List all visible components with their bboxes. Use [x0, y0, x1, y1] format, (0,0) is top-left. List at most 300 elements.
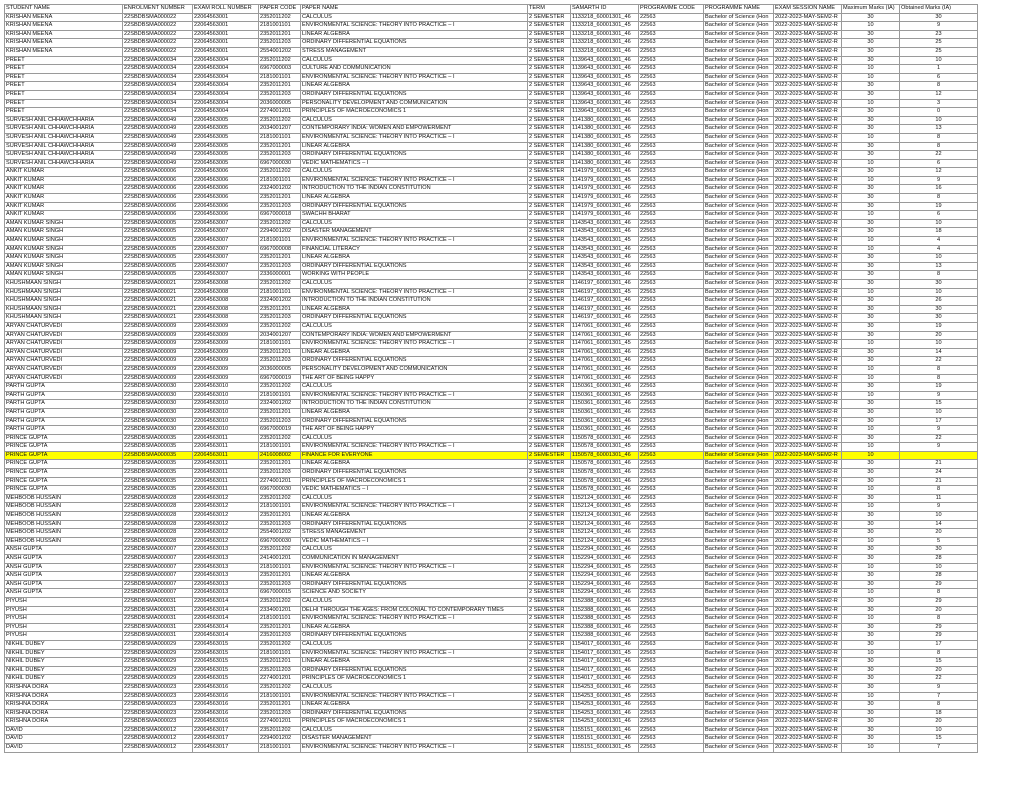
cell-paper-code: 2416008002	[259, 451, 301, 460]
cell-enrolment-number: 22SBDBSMA000021	[123, 314, 193, 323]
cell-samarth-id: 1152294_60001301_46	[571, 546, 639, 555]
cell-term: 2 SEMESTER	[528, 735, 571, 744]
cell-term: 2 SEMESTER	[528, 546, 571, 555]
cell-programme-name: Bachelor of Science (Hon	[704, 512, 774, 521]
cell-enrolment-number: 22SBDBSMA000007	[123, 563, 193, 572]
cell-paper-code: 2181001101	[259, 391, 301, 400]
cell-exam-session-name: 2022-2023-MAY-SEM2-R	[774, 116, 842, 125]
cell-max-marks: 10	[842, 73, 900, 82]
cell-student-name: AMAN KUMAR SINGH	[5, 254, 123, 263]
cell-paper-name: ORDINARY DIFFERENTIAL EQUATIONS	[301, 202, 528, 211]
table-row	[5, 271, 978, 280]
cell-exam-roll-number: 22064563016	[193, 692, 259, 701]
cell-paper-name: ENVIRONMENTAL SCIENCE: THEORY INTO PRACTICE – I	[301, 288, 528, 297]
cell-enrolment-number: 22SBDBSMA000005	[123, 254, 193, 263]
cell-exam-session-name: 2022-2023-MAY-SEM2-R	[774, 39, 842, 48]
cell-exam-roll-number: 22064563014	[193, 615, 259, 624]
cell-enrolment-number: 22SBDBSMA000049	[123, 151, 193, 160]
cell-obtained-marks: 30	[900, 280, 978, 289]
cell-paper-name: DISASTER MANAGEMENT	[301, 228, 528, 237]
table-row	[5, 65, 978, 74]
table-row	[5, 666, 978, 675]
cell-obtained-marks: 10	[900, 56, 978, 65]
cell-samarth-id: 1141979_60001301_45	[571, 176, 639, 185]
cell-samarth-id: 1139643_60001301_45	[571, 73, 639, 82]
cell-enrolment-number: 22SBDBSMA000021	[123, 280, 193, 289]
cell-max-marks: 10	[842, 211, 900, 220]
table-row	[5, 383, 978, 392]
cell-enrolment-number: 22SBDBSMA000034	[123, 108, 193, 117]
cell-samarth-id: 1139643_60001301_46	[571, 56, 639, 65]
cell-exam-session-name: 2022-2023-MAY-SEM2-R	[774, 194, 842, 203]
cell-exam-session-name: 2022-2023-MAY-SEM2-R	[774, 168, 842, 177]
cell-obtained-marks: 25	[900, 39, 978, 48]
cell-paper-code: 2324001202	[259, 297, 301, 306]
cell-exam-session-name: 2022-2023-MAY-SEM2-R	[774, 133, 842, 142]
cell-exam-session-name: 2022-2023-MAY-SEM2-R	[774, 357, 842, 366]
cell-samarth-id: 1143543_60001301_46	[571, 219, 639, 228]
cell-programme-code: 22563	[639, 726, 704, 735]
cell-enrolment-number: 22SBDBSMA000006	[123, 168, 193, 177]
cell-enrolment-number: 22SBDBSMA000005	[123, 237, 193, 246]
cell-obtained-marks: 18	[900, 228, 978, 237]
cell-samarth-id: 1139643_60001301_46	[571, 108, 639, 117]
cell-term: 2 SEMESTER	[528, 348, 571, 357]
cell-exam-roll-number: 22064563017	[193, 726, 259, 735]
cell-paper-name: ORDINARY DIFFERENTIAL EQUATIONS	[301, 580, 528, 589]
cell-enrolment-number: 22SBDBSMA000007	[123, 589, 193, 598]
cell-programme-name: Bachelor of Science (Hon	[704, 82, 774, 91]
cell-programme-code: 22563	[639, 683, 704, 692]
cell-paper-code: 6967000008	[259, 245, 301, 254]
cell-max-marks: 30	[842, 555, 900, 564]
cell-enrolment-number: 22SBDBSMA000009	[123, 331, 193, 340]
cell-paper-name: ENVIRONMENTAL SCIENCE: THEORY INTO PRACTICE – I	[301, 649, 528, 658]
cell-programme-code: 22563	[639, 288, 704, 297]
cell-programme-name: Bachelor of Science (Hon	[704, 683, 774, 692]
cell-paper-name: PERSONALITY DEVELOPMENT AND COMMUNICATION	[301, 99, 528, 108]
cell-programme-code: 22563	[639, 675, 704, 684]
cell-term: 2 SEMESTER	[528, 426, 571, 435]
cell-obtained-marks: 23	[900, 30, 978, 39]
cell-paper-code: 2274001201	[259, 108, 301, 117]
cell-exam-session-name: 2022-2023-MAY-SEM2-R	[774, 280, 842, 289]
cell-programme-code: 22563	[639, 597, 704, 606]
cell-samarth-id: 1150578_60001301_46	[571, 434, 639, 443]
cell-programme-code: 22563	[639, 305, 704, 314]
table-row	[5, 486, 978, 495]
cell-exam-roll-number: 22064563004	[193, 65, 259, 74]
cell-samarth-id: 1141380_60001301_46	[571, 116, 639, 125]
cell-paper-name: ENVIRONMENTAL SCIENCE: THEORY INTO PRACTICE – I	[301, 692, 528, 701]
cell-obtained-marks: 30	[900, 305, 978, 314]
cell-programme-name: Bachelor of Science (Hon	[704, 125, 774, 134]
cell-exam-session-name: 2022-2023-MAY-SEM2-R	[774, 176, 842, 185]
cell-obtained-marks: 15	[900, 400, 978, 409]
cell-term: 2 SEMESTER	[528, 460, 571, 469]
cell-programme-code: 22563	[639, 623, 704, 632]
cell-paper-code: 2181001101	[259, 615, 301, 624]
cell-samarth-id: 1133218_60001301_45	[571, 22, 639, 31]
cell-student-name: ARYAN CHATURVEDI	[5, 374, 123, 383]
cell-student-name: AMAN KUMAR SINGH	[5, 237, 123, 246]
cell-programme-name: Bachelor of Science (Hon	[704, 159, 774, 168]
cell-samarth-id: 1147061_60001301_46	[571, 331, 639, 340]
cell-max-marks: 10	[842, 99, 900, 108]
cell-term: 2 SEMESTER	[528, 219, 571, 228]
cell-obtained-marks: 9	[900, 391, 978, 400]
cell-term: 2 SEMESTER	[528, 73, 571, 82]
cell-term: 2 SEMESTER	[528, 271, 571, 280]
cell-student-name: MEHBOOB HUSSAIN	[5, 503, 123, 512]
cell-student-name: SURVESH ANIL CHHAWCHHARIA	[5, 142, 123, 151]
cell-samarth-id: 1147061_60001301_46	[571, 365, 639, 374]
cell-samarth-id: 1147061_60001301_46	[571, 357, 639, 366]
table-row	[5, 417, 978, 426]
cell-max-marks: 30	[842, 357, 900, 366]
cell-student-name: ANKIT KUMAR	[5, 194, 123, 203]
cell-exam-roll-number: 22064563008	[193, 305, 259, 314]
cell-programme-name: Bachelor of Science (Hon	[704, 39, 774, 48]
cell-exam-session-name: 2022-2023-MAY-SEM2-R	[774, 744, 842, 753]
cell-programme-code: 22563	[639, 254, 704, 263]
cell-exam-session-name: 2022-2023-MAY-SEM2-R	[774, 494, 842, 503]
cell-samarth-id: 1133218_60001301_46	[571, 39, 639, 48]
cell-paper-name: CALCULUS	[301, 546, 528, 555]
cell-paper-code: 2181001101	[259, 288, 301, 297]
cell-programme-code: 22563	[639, 357, 704, 366]
cell-obtained-marks: 22	[900, 434, 978, 443]
cell-programme-name: Bachelor of Science (Hon	[704, 529, 774, 538]
cell-exam-session-name: 2022-2023-MAY-SEM2-R	[774, 408, 842, 417]
cell-term: 2 SEMESTER	[528, 632, 571, 641]
cell-term: 2 SEMESTER	[528, 623, 571, 632]
cell-exam-session-name: 2022-2023-MAY-SEM2-R	[774, 563, 842, 572]
table-row	[5, 322, 978, 331]
cell-exam-session-name: 2022-2023-MAY-SEM2-R	[774, 211, 842, 220]
cell-paper-code: 2352011202	[259, 546, 301, 555]
table-row	[5, 469, 978, 478]
cell-term: 2 SEMESTER	[528, 39, 571, 48]
cell-programme-name: Bachelor of Science (Hon	[704, 417, 774, 426]
cell-exam-roll-number: 22064563004	[193, 56, 259, 65]
table-row	[5, 39, 978, 48]
cell-max-marks: 10	[842, 744, 900, 753]
table-row	[5, 99, 978, 108]
cell-paper-code: 2352011202	[259, 13, 301, 22]
cell-exam-roll-number: 22064563001	[193, 13, 259, 22]
cell-samarth-id: 1139643_60001301_46	[571, 82, 639, 91]
cell-programme-name: Bachelor of Science (Hon	[704, 65, 774, 74]
cell-programme-code: 22563	[639, 537, 704, 546]
cell-paper-name: CALCULUS	[301, 13, 528, 22]
cell-exam-roll-number: 22064563001	[193, 30, 259, 39]
cell-term: 2 SEMESTER	[528, 288, 571, 297]
cell-programme-name: Bachelor of Science (Hon	[704, 426, 774, 435]
cell-programme-name: Bachelor of Science (Hon	[704, 271, 774, 280]
cell-paper-name: CALCULUS	[301, 494, 528, 503]
cell-exam-session-name: 2022-2023-MAY-SEM2-R	[774, 537, 842, 546]
table-row	[5, 297, 978, 306]
cell-samarth-id: 1133218_60001301_46	[571, 13, 639, 22]
cell-programme-code: 22563	[639, 744, 704, 753]
cell-samarth-id: 1146197_60001301_45	[571, 288, 639, 297]
cell-student-name: PARTH GUPTA	[5, 408, 123, 417]
cell-exam-session-name: 2022-2023-MAY-SEM2-R	[774, 726, 842, 735]
cell-obtained-marks: 6	[900, 73, 978, 82]
header-cell-term: TERM	[528, 5, 571, 14]
cell-enrolment-number: 22SBDBSMA000031	[123, 632, 193, 641]
cell-exam-roll-number: 22064563010	[193, 426, 259, 435]
cell-obtained-marks: 16	[900, 185, 978, 194]
cell-student-name: PREET	[5, 108, 123, 117]
cell-student-name: AMAN KUMAR SINGH	[5, 262, 123, 271]
cell-exam-roll-number: 22064563006	[193, 202, 259, 211]
cell-obtained-marks: 7	[900, 692, 978, 701]
cell-paper-name: ENVIRONMENTAL SCIENCE: THEORY INTO PRACTICE – I	[301, 133, 528, 142]
cell-programme-name: Bachelor of Science (Hon	[704, 537, 774, 546]
cell-programme-code: 22563	[639, 65, 704, 74]
cell-max-marks: 10	[842, 486, 900, 495]
cell-exam-session-name: 2022-2023-MAY-SEM2-R	[774, 245, 842, 254]
cell-enrolment-number: 22SBDBSMA000009	[123, 348, 193, 357]
cell-max-marks: 10	[842, 159, 900, 168]
cell-exam-roll-number: 22064563006	[193, 185, 259, 194]
cell-programme-name: Bachelor of Science (Hon	[704, 13, 774, 22]
table-row	[5, 254, 978, 263]
header-cell-exam-roll-number: EXAM ROLL NUMBER	[193, 5, 259, 14]
cell-exam-roll-number: 22064563009	[193, 365, 259, 374]
cell-student-name: PREET	[5, 73, 123, 82]
cell-enrolment-number: 22SBDBSMA000034	[123, 73, 193, 82]
cell-paper-code: 2352011203	[259, 202, 301, 211]
cell-enrolment-number: 22SBDBSMA000006	[123, 194, 193, 203]
cell-student-name: ANSH GUPTA	[5, 589, 123, 598]
cell-term: 2 SEMESTER	[528, 615, 571, 624]
cell-paper-name: LINEAR ALGEBRA	[301, 572, 528, 581]
cell-term: 2 SEMESTER	[528, 108, 571, 117]
cell-paper-name: VEDIC MATHEMATICS – I	[301, 537, 528, 546]
cell-enrolment-number: 22SBDBSMA000028	[123, 512, 193, 521]
table-row	[5, 426, 978, 435]
cell-programme-code: 22563	[639, 159, 704, 168]
cell-programme-name: Bachelor of Science (Hon	[704, 168, 774, 177]
cell-obtained-marks: 8	[900, 649, 978, 658]
cell-student-name: PIYUSH	[5, 623, 123, 632]
cell-programme-code: 22563	[639, 426, 704, 435]
cell-programme-name: Bachelor of Science (Hon	[704, 460, 774, 469]
cell-exam-roll-number: 22064563004	[193, 82, 259, 91]
cell-programme-name: Bachelor of Science (Hon	[704, 73, 774, 82]
cell-exam-roll-number: 22064563010	[193, 408, 259, 417]
cell-student-name: ARYAN CHATURVEDI	[5, 340, 123, 349]
cell-obtained-marks: 19	[900, 383, 978, 392]
cell-enrolment-number: 22SBDBSMA000035	[123, 460, 193, 469]
cell-paper-code: 2352011202	[259, 322, 301, 331]
cell-paper-name: ORDINARY DIFFERENTIAL EQUATIONS	[301, 262, 528, 271]
cell-max-marks: 30	[842, 597, 900, 606]
cell-obtained-marks: 30	[900, 546, 978, 555]
cell-term: 2 SEMESTER	[528, 125, 571, 134]
cell-programme-name: Bachelor of Science (Hon	[704, 589, 774, 598]
cell-exam-roll-number: 22064563016	[193, 709, 259, 718]
cell-max-marks: 10	[842, 65, 900, 74]
cell-enrolment-number: 22SBDBSMA000006	[123, 185, 193, 194]
cell-exam-session-name: 2022-2023-MAY-SEM2-R	[774, 305, 842, 314]
cell-student-name: KHUSHMAAN SINGH	[5, 314, 123, 323]
table-row	[5, 357, 978, 366]
table-row	[5, 606, 978, 615]
cell-samarth-id: 1143543_60001301_46	[571, 271, 639, 280]
cell-term: 2 SEMESTER	[528, 606, 571, 615]
cell-max-marks: 30	[842, 331, 900, 340]
cell-max-marks: 10	[842, 176, 900, 185]
cell-paper-name: PRINCIPLES OF MACROECONOMICS 1	[301, 675, 528, 684]
cell-programme-code: 22563	[639, 99, 704, 108]
cell-obtained-marks: 29	[900, 632, 978, 641]
cell-max-marks: 10	[842, 615, 900, 624]
cell-max-marks: 10	[842, 443, 900, 452]
cell-student-name: PRINCE GUPTA	[5, 477, 123, 486]
cell-enrolment-number: 22SBDBSMA000012	[123, 726, 193, 735]
cell-exam-roll-number: 22064563017	[193, 744, 259, 753]
table-row	[5, 408, 978, 417]
cell-programme-code: 22563	[639, 443, 704, 452]
cell-exam-roll-number: 22064563008	[193, 288, 259, 297]
cell-exam-session-name: 2022-2023-MAY-SEM2-R	[774, 56, 842, 65]
cell-obtained-marks: 18	[900, 709, 978, 718]
cell-term: 2 SEMESTER	[528, 30, 571, 39]
cell-programme-name: Bachelor of Science (Hon	[704, 322, 774, 331]
cell-enrolment-number: 22SBDBSMA000006	[123, 211, 193, 220]
table-row	[5, 615, 978, 624]
cell-enrolment-number: 22SBDBSMA000030	[123, 391, 193, 400]
cell-samarth-id: 1150361_60001301_45	[571, 391, 639, 400]
cell-enrolment-number: 22SBDBSMA000009	[123, 322, 193, 331]
cell-term: 2 SEMESTER	[528, 245, 571, 254]
cell-max-marks: 30	[842, 322, 900, 331]
cell-max-marks: 30	[842, 142, 900, 151]
cell-samarth-id: 1150361_60001301_46	[571, 383, 639, 392]
cell-student-name: PRINCE GUPTA	[5, 451, 123, 460]
cell-paper-code: 2294001202	[259, 735, 301, 744]
cell-term: 2 SEMESTER	[528, 168, 571, 177]
cell-max-marks: 30	[842, 254, 900, 263]
table-row	[5, 108, 978, 117]
cell-paper-code: 2181001101	[259, 237, 301, 246]
cell-paper-name: LINEAR ALGEBRA	[301, 460, 528, 469]
cell-exam-session-name: 2022-2023-MAY-SEM2-R	[774, 254, 842, 263]
cell-exam-roll-number: 22064563006	[193, 168, 259, 177]
cell-max-marks: 30	[842, 408, 900, 417]
header-cell-samarth-id: SAMARTH ID	[571, 5, 639, 14]
cell-programme-name: Bachelor of Science (Hon	[704, 555, 774, 564]
table-row	[5, 675, 978, 684]
cell-paper-code: 2352011203	[259, 151, 301, 160]
cell-exam-roll-number: 22064563005	[193, 151, 259, 160]
cell-max-marks: 30	[842, 185, 900, 194]
cell-samarth-id: 1150578_60001301_46	[571, 451, 639, 460]
cell-exam-session-name: 2022-2023-MAY-SEM2-R	[774, 486, 842, 495]
cell-programme-code: 22563	[639, 417, 704, 426]
cell-term: 2 SEMESTER	[528, 211, 571, 220]
cell-exam-session-name: 2022-2023-MAY-SEM2-R	[774, 709, 842, 718]
cell-programme-name: Bachelor of Science (Hon	[704, 280, 774, 289]
cell-enrolment-number: 22SBDBSMA000030	[123, 400, 193, 409]
cell-obtained-marks: 17	[900, 640, 978, 649]
table-row	[5, 537, 978, 546]
cell-obtained-marks: 10	[900, 288, 978, 297]
cell-term: 2 SEMESTER	[528, 709, 571, 718]
cell-samarth-id: 1154253_60001301_46	[571, 683, 639, 692]
cell-exam-session-name: 2022-2023-MAY-SEM2-R	[774, 649, 842, 658]
cell-programme-name: Bachelor of Science (Hon	[704, 340, 774, 349]
cell-paper-name: ENVIRONMENTAL SCIENCE: THEORY INTO PRACTICE – I	[301, 563, 528, 572]
cell-exam-session-name: 2022-2023-MAY-SEM2-R	[774, 606, 842, 615]
cell-student-name: ANKIT KUMAR	[5, 185, 123, 194]
cell-exam-session-name: 2022-2023-MAY-SEM2-R	[774, 151, 842, 160]
cell-exam-roll-number: 22064563004	[193, 108, 259, 117]
cell-exam-roll-number: 22064563017	[193, 735, 259, 744]
cell-exam-session-name: 2022-2023-MAY-SEM2-R	[774, 529, 842, 538]
table-row	[5, 56, 978, 65]
cell-programme-code: 22563	[639, 374, 704, 383]
cell-programme-code: 22563	[639, 314, 704, 323]
cell-exam-roll-number: 22064563009	[193, 340, 259, 349]
cell-exam-session-name: 2022-2023-MAY-SEM2-R	[774, 374, 842, 383]
table-row	[5, 718, 978, 727]
cell-programme-code: 22563	[639, 391, 704, 400]
cell-enrolment-number: 22SBDBSMA000005	[123, 219, 193, 228]
cell-enrolment-number: 22SBDBSMA000007	[123, 572, 193, 581]
cell-paper-name: ENVIRONMENTAL SCIENCE: THEORY INTO PRACTICE – I	[301, 340, 528, 349]
cell-exam-session-name: 2022-2023-MAY-SEM2-R	[774, 477, 842, 486]
cell-exam-roll-number: 22064563009	[193, 348, 259, 357]
cell-enrolment-number: 22SBDBSMA000028	[123, 537, 193, 546]
cell-paper-name: FINANCIAL LITERACY	[301, 245, 528, 254]
cell-student-name: PARTH GUPTA	[5, 417, 123, 426]
cell-obtained-marks: 30	[900, 13, 978, 22]
cell-student-name: KHUSHMAAN SINGH	[5, 288, 123, 297]
cell-programme-code: 22563	[639, 262, 704, 271]
cell-student-name: NIKHIL DUBEY	[5, 675, 123, 684]
table-row	[5, 572, 978, 581]
cell-enrolment-number: 22SBDBSMA000012	[123, 744, 193, 753]
table-row	[5, 314, 978, 323]
cell-exam-roll-number: 22064563013	[193, 589, 259, 598]
cell-programme-name: Bachelor of Science (Hon	[704, 520, 774, 529]
table-row	[5, 245, 978, 254]
cell-paper-code: 2036000005	[259, 365, 301, 374]
cell-obtained-marks: 3	[900, 99, 978, 108]
cell-paper-code: 2352011203	[259, 39, 301, 48]
cell-max-marks: 30	[842, 580, 900, 589]
cell-enrolment-number: 22SBDBSMA000021	[123, 288, 193, 297]
cell-programme-code: 22563	[639, 692, 704, 701]
cell-exam-roll-number: 22064563008	[193, 280, 259, 289]
cell-samarth-id: 1146197_60001301_46	[571, 280, 639, 289]
cell-programme-name: Bachelor of Science (Hon	[704, 142, 774, 151]
table-row	[5, 237, 978, 246]
cell-exam-session-name: 2022-2023-MAY-SEM2-R	[774, 718, 842, 727]
cell-programme-code: 22563	[639, 469, 704, 478]
cell-paper-name: ORDINARY DIFFERENTIAL EQUATIONS	[301, 469, 528, 478]
table-row	[5, 744, 978, 753]
table-row	[5, 340, 978, 349]
cell-samarth-id: 1154017_60001301_46	[571, 675, 639, 684]
cell-paper-code: 2352011203	[259, 520, 301, 529]
cell-programme-name: Bachelor of Science (Hon	[704, 262, 774, 271]
